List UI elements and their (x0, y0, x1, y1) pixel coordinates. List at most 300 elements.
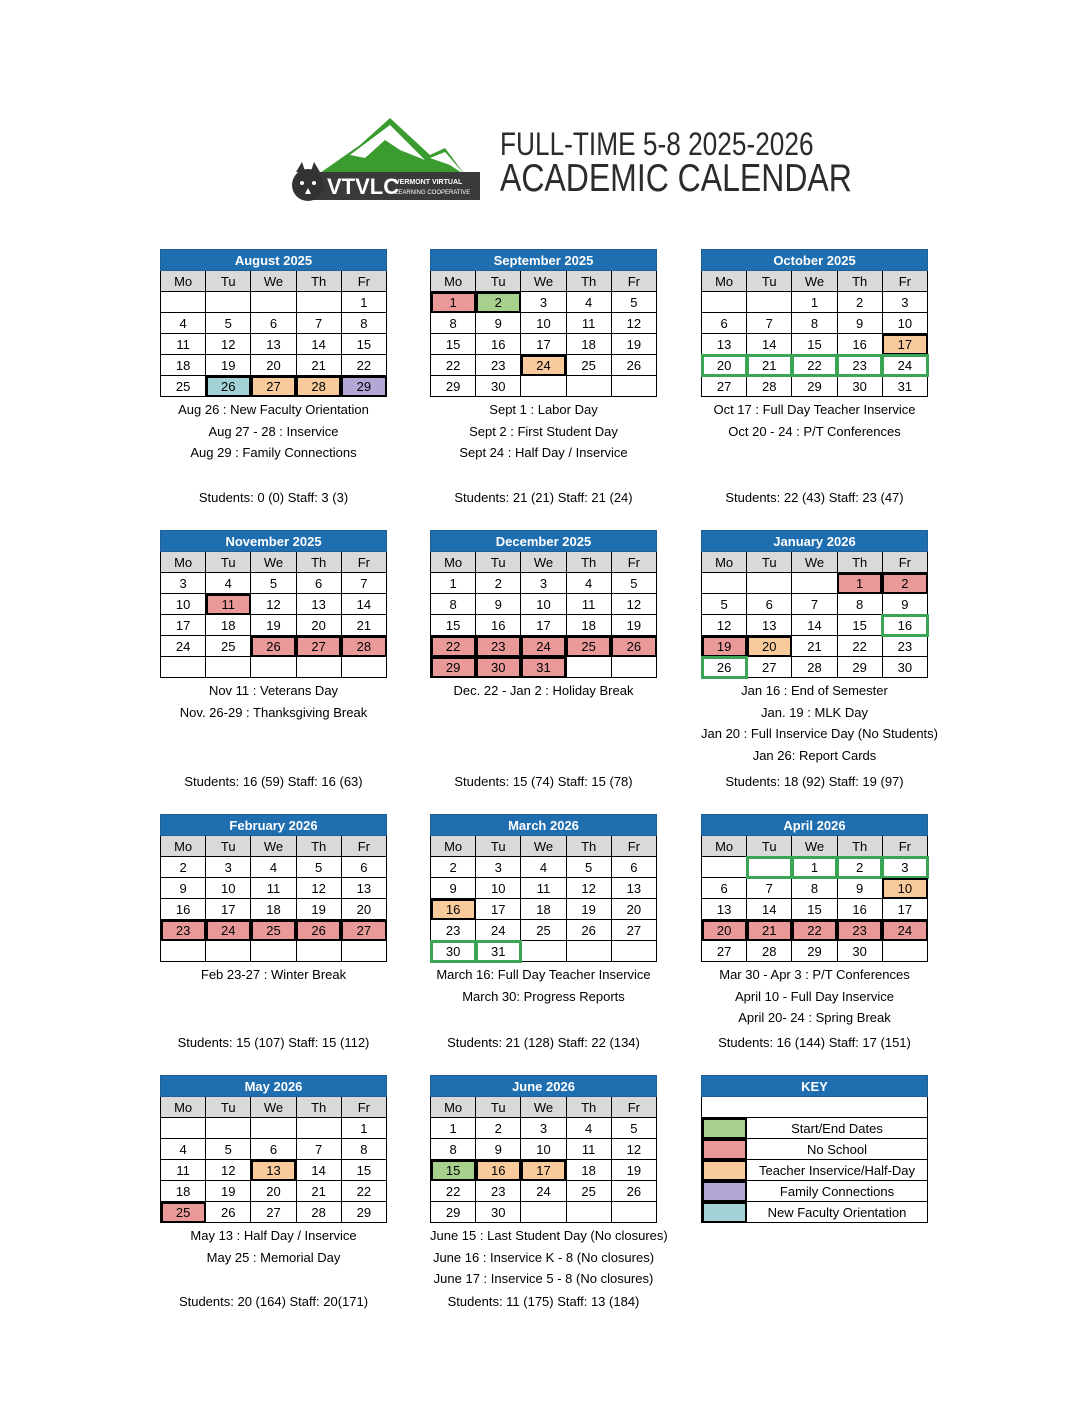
day-cell: 13 (702, 334, 747, 355)
day-cell: 11 (161, 1160, 206, 1181)
day-cell: 26 (206, 1202, 251, 1223)
day-count-stats: Students: 18 (92) Staff: 19 (97) (725, 774, 904, 789)
day-cell: 24 (882, 920, 927, 941)
day-cell: 25 (566, 355, 611, 376)
month-title: May 2026 (161, 1076, 387, 1097)
day-header: Tu (747, 836, 792, 857)
month-calendar (430, 249, 657, 464)
day-count-stats: Students: 15 (107) Staff: 15 (112) (177, 1035, 370, 1050)
day-cell: 16 (837, 899, 882, 920)
day-cell (702, 573, 747, 594)
day-cell: 25 (251, 920, 296, 941)
day-header: We (521, 271, 566, 292)
page-title (500, 128, 852, 198)
day-count-stats: Students: 11 (175) Staff: 13 (184) (447, 1294, 640, 1309)
month-notes (160, 964, 387, 986)
day-header: Fr (611, 271, 656, 292)
day-cell (341, 941, 386, 962)
day-cell: 18 (161, 1181, 206, 1202)
day-cell: 19 (296, 899, 341, 920)
day-cell (521, 1202, 566, 1223)
month-notes (430, 1225, 668, 1290)
day-cell: 17 (521, 615, 566, 636)
day-cell: 18 (161, 355, 206, 376)
day-cell (296, 657, 341, 678)
day-cell: 30 (882, 657, 927, 678)
key-label: No School (747, 1139, 928, 1160)
day-cell: 12 (566, 878, 611, 899)
day-header: We (521, 552, 566, 573)
day-cell: 6 (251, 313, 296, 334)
day-cell: 7 (296, 1139, 341, 1160)
day-cell (566, 657, 611, 678)
day-cell: 17 (521, 334, 566, 355)
day-header: We (792, 836, 837, 857)
key-swatch (702, 1160, 747, 1181)
day-cell: 4 (566, 292, 611, 313)
day-cell: 26 (296, 920, 341, 941)
day-cell: 24 (521, 1181, 566, 1202)
day-cell: 1 (837, 573, 882, 594)
day-cell: 8 (792, 313, 837, 334)
day-cell (341, 657, 386, 678)
month-title: April 2026 (702, 815, 928, 836)
day-cell: 27 (251, 1202, 296, 1223)
month-title: September 2025 (431, 250, 657, 271)
day-header: Fr (611, 552, 656, 573)
day-cell: 28 (792, 657, 837, 678)
day-cell: 19 (702, 636, 747, 657)
day-cell: 11 (566, 1139, 611, 1160)
day-cell: 7 (296, 313, 341, 334)
day-cell: 10 (882, 878, 927, 899)
day-cell: 26 (611, 355, 656, 376)
day-cell: 25 (521, 920, 566, 941)
day-cell: 29 (837, 657, 882, 678)
day-cell: 6 (702, 313, 747, 334)
day-cell: 4 (161, 313, 206, 334)
day-cell: 4 (161, 1139, 206, 1160)
day-cell: 22 (431, 355, 476, 376)
day-header: Th (837, 836, 882, 857)
logo-text: VTVLC (327, 174, 400, 199)
day-header: Tu (476, 552, 521, 573)
day-cell: 22 (431, 1181, 476, 1202)
day-cell: 23 (431, 920, 476, 941)
day-cell: 30 (476, 657, 521, 678)
day-header: Mo (161, 271, 206, 292)
day-cell: 12 (206, 334, 251, 355)
day-cell (566, 941, 611, 962)
day-cell: 27 (251, 376, 296, 397)
event-note: Nov. 26-29 : Thanksgiving Break (179, 704, 368, 720)
day-cell: 19 (206, 355, 251, 376)
day-cell: 5 (702, 594, 747, 615)
day-cell: 27 (341, 920, 386, 941)
month-calendar (160, 814, 387, 986)
day-cell: 14 (296, 1160, 341, 1181)
day-cell: 7 (792, 594, 837, 615)
day-cell: 11 (566, 594, 611, 615)
day-cell: 30 (476, 1202, 521, 1223)
day-cell: 14 (341, 594, 386, 615)
day-cell: 15 (431, 615, 476, 636)
day-cell (611, 657, 656, 678)
day-header: Tu (476, 271, 521, 292)
day-cell: 13 (747, 615, 792, 636)
day-header: Fr (341, 271, 386, 292)
day-cell: 29 (792, 376, 837, 397)
event-note: Jan 16 : End of Semester (741, 683, 888, 698)
day-cell: 2 (161, 857, 206, 878)
day-cell: 30 (837, 376, 882, 397)
key-swatch (702, 1202, 747, 1223)
key-item (702, 1118, 928, 1139)
day-cell: 16 (431, 899, 476, 920)
month-notes (701, 964, 928, 1029)
day-cell: 4 (521, 857, 566, 878)
month-notes (430, 680, 657, 702)
day-cell: 5 (251, 573, 296, 594)
day-cell (161, 1118, 206, 1139)
day-cell: 16 (161, 899, 206, 920)
day-header: Mo (702, 552, 747, 573)
day-cell: 5 (611, 1118, 656, 1139)
day-cell: 4 (251, 857, 296, 878)
day-cell: 26 (206, 376, 251, 397)
day-count-stats: Students: 16 (144) Staff: 17 (151) (718, 1035, 911, 1050)
month-notes (160, 680, 387, 723)
day-header: Th (837, 552, 882, 573)
event-note: Sept 24 : Half Day / Inservice (459, 445, 628, 460)
day-cell (296, 292, 341, 313)
day-header: We (521, 1097, 566, 1118)
day-cell: 14 (747, 334, 792, 355)
day-header: Th (296, 271, 341, 292)
day-cell: 18 (251, 899, 296, 920)
day-cell: 31 (882, 376, 927, 397)
month-notes (160, 399, 387, 464)
day-header: We (251, 1097, 296, 1118)
day-cell: 24 (882, 355, 927, 376)
key-swatch (702, 1139, 747, 1160)
day-cell (611, 1202, 656, 1223)
day-cell: 28 (747, 376, 792, 397)
day-cell: 1 (341, 292, 386, 313)
day-cell: 21 (296, 355, 341, 376)
day-cell: 29 (341, 1202, 386, 1223)
key-label: Start/End Dates (747, 1118, 928, 1139)
day-cell: 30 (476, 376, 521, 397)
event-note: March 30: Progress Reports (462, 988, 625, 1004)
day-cell: 8 (792, 878, 837, 899)
day-cell: 22 (837, 636, 882, 657)
key-swatch (702, 1181, 747, 1202)
day-cell (251, 941, 296, 962)
day-cell: 23 (882, 636, 927, 657)
day-header: Fr (611, 1097, 656, 1118)
day-cell: 11 (521, 878, 566, 899)
day-cell: 7 (341, 573, 386, 594)
day-header: Fr (882, 552, 927, 573)
day-header: Mo (431, 271, 476, 292)
day-cell: 23 (837, 920, 882, 941)
day-cell (747, 573, 792, 594)
key-title: KEY (702, 1076, 928, 1097)
day-cell: 11 (206, 594, 251, 615)
day-header: We (251, 552, 296, 573)
day-cell: 19 (566, 899, 611, 920)
day-cell: 28 (747, 941, 792, 962)
event-note: Mar 30 - Apr 3 : P/T Conferences (719, 967, 910, 982)
key-label: New Faculty Orientation (747, 1202, 928, 1223)
day-count-stats: Students: 0 (0) Staff: 3 (3) (198, 490, 349, 505)
event-note: Oct 20 - 24 : P/T Conferences (728, 423, 901, 439)
day-count-stats: Students: 20 (164) Staff: 20(171) (178, 1294, 369, 1309)
day-cell: 24 (521, 355, 566, 376)
day-cell: 25 (161, 1202, 206, 1223)
day-cell: 20 (747, 636, 792, 657)
day-header: Fr (611, 836, 656, 857)
day-header: Tu (747, 552, 792, 573)
day-header: Mo (161, 1097, 206, 1118)
day-cell: 19 (611, 1160, 656, 1181)
day-cell: 30 (837, 941, 882, 962)
day-cell: 9 (161, 878, 206, 899)
day-cell: 8 (431, 313, 476, 334)
day-header: Th (566, 836, 611, 857)
month-calendar (160, 249, 387, 464)
event-note: Jan. 19 : MLK Day (761, 704, 868, 720)
day-cell: 23 (476, 636, 521, 657)
day-cell: 5 (611, 292, 656, 313)
day-cell: 12 (296, 878, 341, 899)
day-cell (206, 292, 251, 313)
event-note: Sept 1 : Labor Day (489, 402, 598, 417)
day-cell: 3 (882, 292, 927, 313)
day-cell: 8 (431, 1139, 476, 1160)
day-cell: 6 (611, 857, 656, 878)
month-title: November 2025 (161, 531, 387, 552)
day-cell: 27 (611, 920, 656, 941)
day-cell: 3 (206, 857, 251, 878)
day-cell: 1 (792, 292, 837, 313)
day-cell (206, 941, 251, 962)
day-cell: 15 (792, 334, 837, 355)
day-cell: 20 (702, 355, 747, 376)
day-cell: 21 (747, 920, 792, 941)
month-notes (160, 1225, 387, 1268)
day-cell: 26 (611, 636, 656, 657)
day-cell: 13 (296, 594, 341, 615)
day-cell (882, 941, 927, 962)
month-title: October 2025 (702, 250, 928, 271)
event-note: Jan 20 : Full Inservice Day (No Students) (701, 726, 938, 741)
event-note: Dec. 22 - Jan 2 : Holiday Break (453, 683, 634, 698)
month-calendar (430, 1075, 668, 1290)
event-note: Nov 11 : Veterans Day (208, 683, 339, 698)
day-cell (566, 1202, 611, 1223)
day-cell: 9 (476, 313, 521, 334)
day-cell: 15 (431, 334, 476, 355)
month-calendar (430, 530, 657, 702)
day-cell: 21 (341, 615, 386, 636)
day-header: Tu (206, 271, 251, 292)
event-note: Sept 2 : First Student Day (469, 423, 618, 439)
day-cell: 2 (837, 292, 882, 313)
day-cell: 18 (566, 334, 611, 355)
day-cell: 1 (431, 573, 476, 594)
event-note: May 13 : Half Day / Inservice (190, 1228, 357, 1243)
day-cell: 5 (566, 857, 611, 878)
day-cell: 17 (476, 899, 521, 920)
day-header: Mo (431, 1097, 476, 1118)
day-header: Th (296, 1097, 341, 1118)
day-cell: 13 (341, 878, 386, 899)
day-cell: 17 (521, 1160, 566, 1181)
day-cell: 24 (476, 920, 521, 941)
day-cell: 3 (521, 573, 566, 594)
day-cell: 26 (702, 657, 747, 678)
day-cell: 14 (792, 615, 837, 636)
day-cell: 29 (431, 1202, 476, 1223)
day-cell: 12 (206, 1160, 251, 1181)
day-cell: 13 (251, 1160, 296, 1181)
day-cell: 28 (296, 376, 341, 397)
day-cell (611, 376, 656, 397)
title-line-2: ACADEMIC CALENDAR (500, 157, 852, 200)
day-cell: 7 (747, 878, 792, 899)
day-cell: 5 (206, 1139, 251, 1160)
day-cell: 9 (476, 594, 521, 615)
day-cell: 25 (161, 376, 206, 397)
day-count-stats: Students: 21 (128) Staff: 22 (134) (447, 1035, 640, 1050)
day-cell: 27 (296, 636, 341, 657)
day-cell: 22 (792, 355, 837, 376)
day-cell (521, 376, 566, 397)
day-cell: 22 (341, 355, 386, 376)
day-cell: 3 (476, 857, 521, 878)
day-cell: 25 (566, 636, 611, 657)
day-cell: 4 (566, 1118, 611, 1139)
day-cell: 20 (702, 920, 747, 941)
day-cell: 10 (882, 313, 927, 334)
event-note: Jan 26: Report Cards (752, 747, 877, 763)
legend-key (701, 1075, 928, 1223)
day-cell: 9 (476, 1139, 521, 1160)
day-cell: 29 (341, 376, 386, 397)
day-cell: 28 (341, 636, 386, 657)
day-cell (792, 573, 837, 594)
day-cell: 15 (837, 615, 882, 636)
day-cell: 28 (296, 1202, 341, 1223)
day-cell: 20 (341, 899, 386, 920)
day-cell: 10 (206, 878, 251, 899)
day-cell: 16 (476, 615, 521, 636)
day-cell (747, 292, 792, 313)
month-notes (701, 399, 928, 442)
day-header: Mo (431, 552, 476, 573)
event-note: April 10 - Full Day Inservice (735, 988, 894, 1004)
day-header: We (521, 836, 566, 857)
day-cell: 19 (251, 615, 296, 636)
day-cell: 2 (882, 573, 927, 594)
event-note: April 20- 24 : Spring Break (738, 1010, 891, 1025)
day-cell: 18 (206, 615, 251, 636)
day-cell (296, 941, 341, 962)
day-cell: 6 (296, 573, 341, 594)
event-note: Aug 27 - 28 : Inservice (208, 423, 339, 439)
day-cell (206, 657, 251, 678)
event-note: Aug 26 : New Faculty Orientation (178, 402, 369, 417)
day-cell (702, 292, 747, 313)
day-header: Fr (341, 1097, 386, 1118)
day-cell (521, 941, 566, 962)
day-cell: 16 (476, 1160, 521, 1181)
day-count-stats: Students: 15 (74) Staff: 15 (78) (454, 774, 633, 789)
day-cell: 2 (476, 292, 521, 313)
day-cell (747, 857, 792, 878)
vtvlc-logo (290, 110, 485, 210)
event-note: May 25 : Memorial Day (206, 1249, 341, 1265)
day-count-stats: Students: 16 (59) Staff: 16 (63) (184, 774, 363, 789)
day-cell (251, 657, 296, 678)
day-cell: 13 (611, 878, 656, 899)
day-cell: 3 (161, 573, 206, 594)
day-cell (296, 1118, 341, 1139)
key-item (702, 1160, 928, 1181)
day-cell: 3 (521, 1118, 566, 1139)
day-cell (251, 292, 296, 313)
month-title: March 2026 (431, 815, 657, 836)
month-calendar (160, 1075, 387, 1268)
day-cell: 10 (521, 1139, 566, 1160)
title-line-1: FULL-TIME 5-8 2025-2026 (500, 126, 814, 162)
day-cell: 6 (341, 857, 386, 878)
day-header: We (251, 836, 296, 857)
day-cell: 18 (521, 899, 566, 920)
day-header: Fr (341, 552, 386, 573)
day-cell: 17 (206, 899, 251, 920)
day-cell: 19 (206, 1181, 251, 1202)
key-item (702, 1202, 928, 1223)
day-cell: 16 (476, 334, 521, 355)
day-cell: 31 (521, 657, 566, 678)
svg-text:LEARNING COOPERATIVE: LEARNING COOPERATIVE (395, 190, 471, 196)
day-cell: 18 (566, 1160, 611, 1181)
day-cell: 17 (882, 334, 927, 355)
day-cell: 16 (882, 615, 927, 636)
month-title: February 2026 (161, 815, 387, 836)
key-swatch (702, 1118, 747, 1139)
day-header: We (792, 271, 837, 292)
day-cell: 8 (431, 594, 476, 615)
day-cell: 9 (837, 878, 882, 899)
day-cell: 26 (251, 636, 296, 657)
month-title: August 2025 (161, 250, 387, 271)
day-cell (161, 941, 206, 962)
day-cell: 8 (837, 594, 882, 615)
day-cell: 12 (251, 594, 296, 615)
day-cell: 7 (747, 313, 792, 334)
day-header: We (251, 271, 296, 292)
day-header: Mo (161, 836, 206, 857)
day-cell: 26 (566, 920, 611, 941)
day-cell: 13 (702, 899, 747, 920)
day-header: Mo (161, 552, 206, 573)
day-cell: 9 (882, 594, 927, 615)
day-cell: 24 (206, 920, 251, 941)
